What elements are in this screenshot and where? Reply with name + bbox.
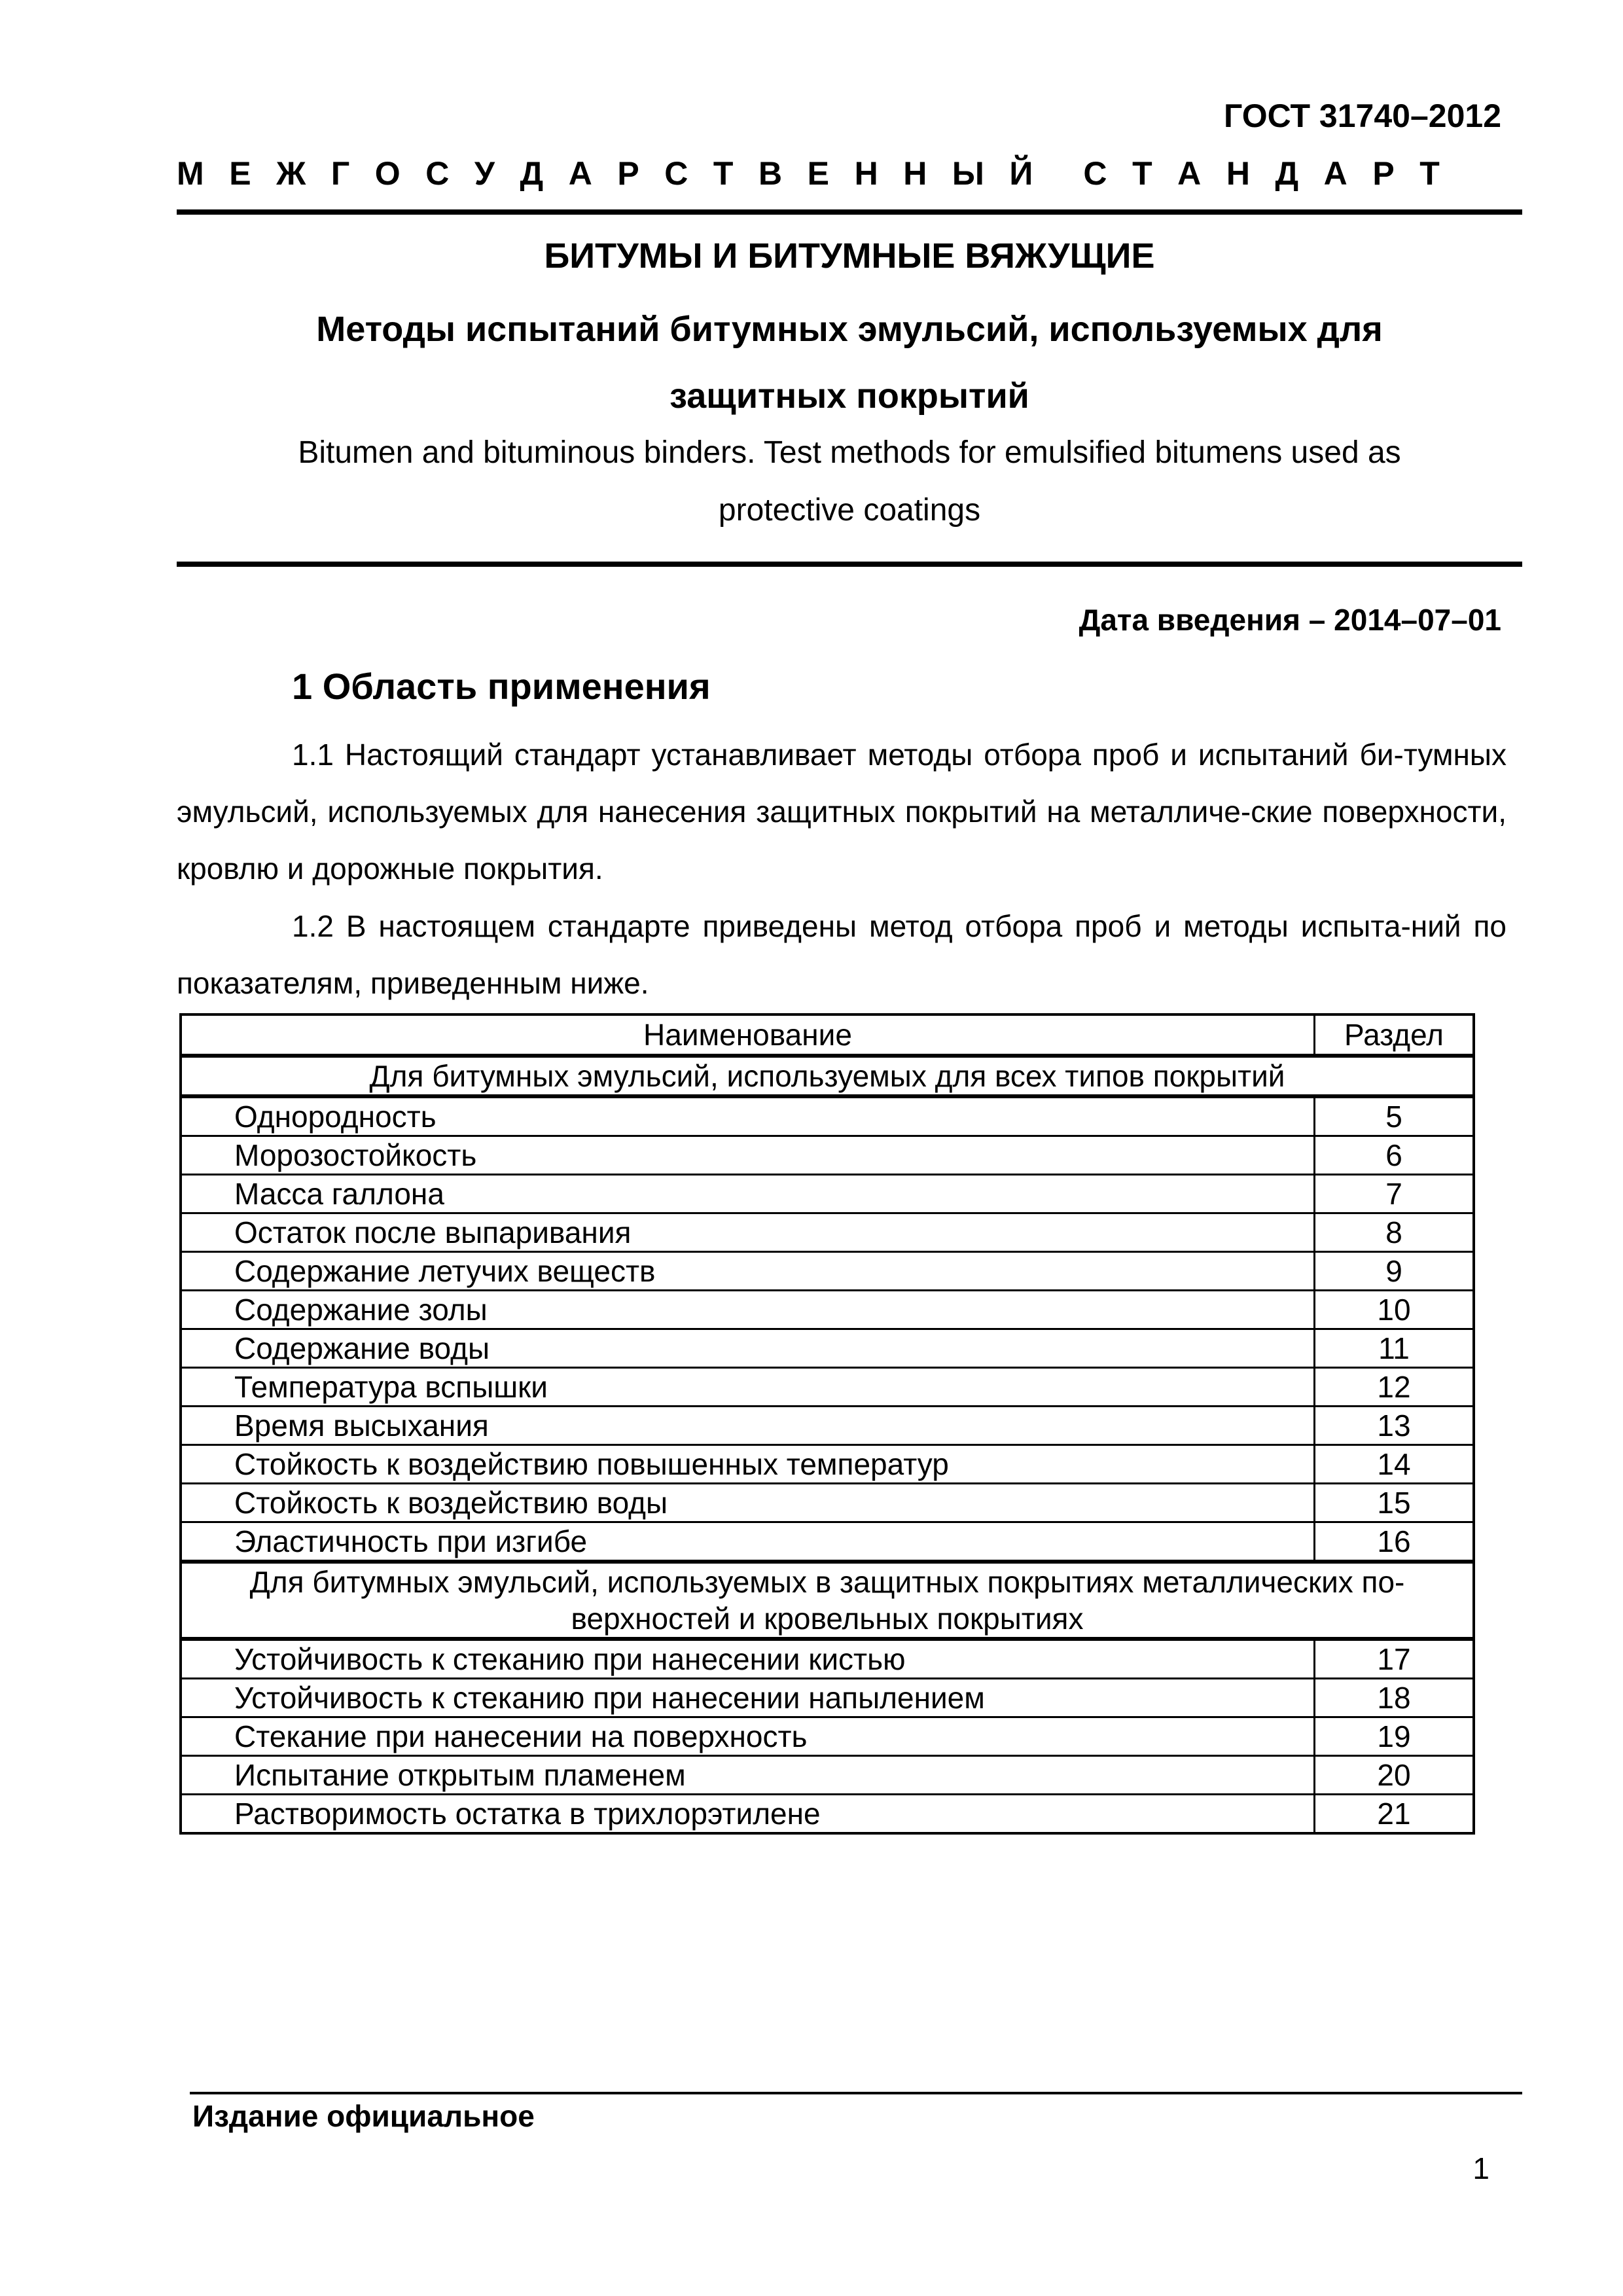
standard-type-letter: Р [1372, 155, 1395, 192]
standard-type-letter: Т [713, 155, 734, 192]
method-name: Масса галлона [181, 1175, 1315, 1213]
table-row [181, 1175, 1474, 1213]
table-row [181, 1368, 1474, 1407]
method-section: 9 [1315, 1252, 1474, 1291]
group-title-line: Для битумных эмульсий, используемых в защитных покрытиях металлических по- [249, 1565, 1405, 1599]
paragraph-1-2 [177, 898, 1507, 1012]
table-row [181, 1756, 1474, 1795]
standard-type-letter: Н [854, 155, 878, 192]
standard-type-letter: Д [520, 155, 544, 192]
top-divider [177, 209, 1522, 215]
standard-type-letter: Н [1226, 155, 1250, 192]
standard-type-letter: Г [330, 155, 350, 192]
table-row [181, 1291, 1474, 1329]
method-name: Растворимость остатка в трихлорэтилене [181, 1795, 1315, 1834]
method-name: Содержание летучих веществ [181, 1252, 1315, 1291]
paragraph-text: 1.2 В настоящем стандарте приведены метод отбора проб и методы испыта-ний по показателям, приведенным ниже. [177, 909, 1507, 1000]
standard-type-letter: Ы [952, 155, 984, 192]
document-title: БИТУМЫ И БИТУМНЫЕ ВЯЖУЩИЕ [544, 236, 1155, 276]
table-row [181, 1717, 1474, 1756]
standard-type-letter: С [425, 155, 450, 192]
method-name: Содержание золы [181, 1291, 1315, 1329]
group-title-line: верхностей и кровельных покрытиях [571, 1602, 1084, 1636]
table-row [181, 1136, 1474, 1175]
method-section: 13 [1315, 1407, 1474, 1445]
english-title-line: Bitumen and bituminous binders. Test methods for emulsified bitumens used as [298, 435, 1401, 470]
standard-type-letter: Р [617, 155, 639, 192]
standard-type-letter: А [568, 155, 592, 192]
method-name: Устойчивость к стеканию при нанесении кистью [181, 1639, 1315, 1679]
method-section: 7 [1315, 1175, 1474, 1213]
standard-type-letter: Н [903, 155, 927, 192]
standard-type-letter: Е [229, 155, 251, 192]
method-name: Стекание при нанесении на поверхность [181, 1717, 1315, 1756]
group-title [181, 1562, 1474, 1639]
standard-type-heading [177, 154, 1440, 192]
test-methods-table [179, 1013, 1475, 1835]
method-section: 19 [1315, 1717, 1474, 1756]
section-heading: 1 Область применения [292, 666, 711, 707]
table-row [181, 1679, 1474, 1717]
table-group-row [181, 1562, 1474, 1639]
standard-type-letter: Й [1009, 155, 1033, 192]
group-title: Для битумных эмульсий, используемых для всех типов покрытий [181, 1056, 1474, 1096]
standard-type-letter: С [1083, 155, 1107, 192]
method-name: Стойкость к воздействию воды [181, 1484, 1315, 1522]
document-subtitle-line: Методы испытаний битумных эмульсий, используемых для [316, 310, 1383, 349]
standard-type-letter: С [664, 155, 688, 192]
method-section: 5 [1315, 1096, 1474, 1136]
method-name: Эластичность при изгибе [181, 1522, 1315, 1562]
method-section: 15 [1315, 1484, 1474, 1522]
introduction-date: Дата введения – 2014–07–01 [1079, 603, 1501, 637]
table-header-row [181, 1014, 1474, 1056]
table-row [181, 1096, 1474, 1136]
column-header-section: Раздел [1315, 1014, 1474, 1056]
table-row [181, 1213, 1474, 1252]
standard-type-letter: А [1323, 155, 1347, 192]
standard-type-letter: Т [1419, 155, 1440, 192]
title-divider [177, 562, 1522, 567]
method-section: 16 [1315, 1522, 1474, 1562]
standard-type-letter: О [374, 155, 401, 192]
standard-type-letter: М [177, 155, 204, 192]
method-section: 18 [1315, 1679, 1474, 1717]
table-row [181, 1329, 1474, 1368]
standard-type-letter: Ж [276, 155, 306, 192]
standard-number: ГОСТ 31740–2012 [1224, 98, 1501, 134]
footer-divider [190, 2092, 1522, 2094]
method-name: Устойчивость к стеканию при нанесении напылением [181, 1679, 1315, 1717]
method-name: Испытание открытым пламенем [181, 1756, 1315, 1795]
document-subtitle-line: защитных покрытий [669, 376, 1029, 416]
table-row [181, 1639, 1474, 1679]
table-row [181, 1522, 1474, 1562]
table-row [181, 1407, 1474, 1445]
method-name: Время высыхания [181, 1407, 1315, 1445]
method-section: 14 [1315, 1445, 1474, 1484]
table-row [181, 1484, 1474, 1522]
table-row [181, 1795, 1474, 1834]
method-name: Содержание воды [181, 1329, 1315, 1368]
method-section: 10 [1315, 1291, 1474, 1329]
document-subtitle [177, 296, 1522, 429]
standard-type-letter: Д [1275, 155, 1299, 192]
english-title-line: protective coatings [718, 493, 981, 528]
paragraph-1-1 [177, 726, 1507, 897]
method-section: 21 [1315, 1795, 1474, 1834]
page-number: 1 [1472, 2151, 1489, 2185]
method-section: 17 [1315, 1639, 1474, 1679]
method-section: 12 [1315, 1368, 1474, 1407]
table-group-row [181, 1056, 1474, 1096]
standard-type-letter: В [758, 155, 783, 192]
standard-type-letter: А [1177, 155, 1202, 192]
standard-type-letter: У [474, 155, 495, 192]
method-name: Однородность [181, 1096, 1315, 1136]
document-title-english [177, 424, 1522, 539]
method-name: Морозостойкость [181, 1136, 1315, 1175]
table-row [181, 1445, 1474, 1484]
method-section: 20 [1315, 1756, 1474, 1795]
method-name: Стойкость к воздействию повышенных температур [181, 1445, 1315, 1484]
method-section: 11 [1315, 1329, 1474, 1368]
method-section: 6 [1315, 1136, 1474, 1175]
standard-type-letter: Е [807, 155, 830, 192]
edition-label: Издание официальное [192, 2099, 535, 2133]
method-section: 8 [1315, 1213, 1474, 1252]
method-name: Остаток после выпаривания [181, 1213, 1315, 1252]
standard-type-letter: Т [1132, 155, 1152, 192]
paragraph-text: 1.1 Настоящий стандарт устанавливает методы отбора проб и испытаний би-тумных эмульсий, используемых для нанесения защитных покрытий на металличе-ские поверхности, кровлю и дорожные покрытия. [177, 738, 1507, 886]
method-name: Температура вспышки [181, 1368, 1315, 1407]
column-header-name: Наименование [181, 1014, 1315, 1056]
table-row [181, 1252, 1474, 1291]
